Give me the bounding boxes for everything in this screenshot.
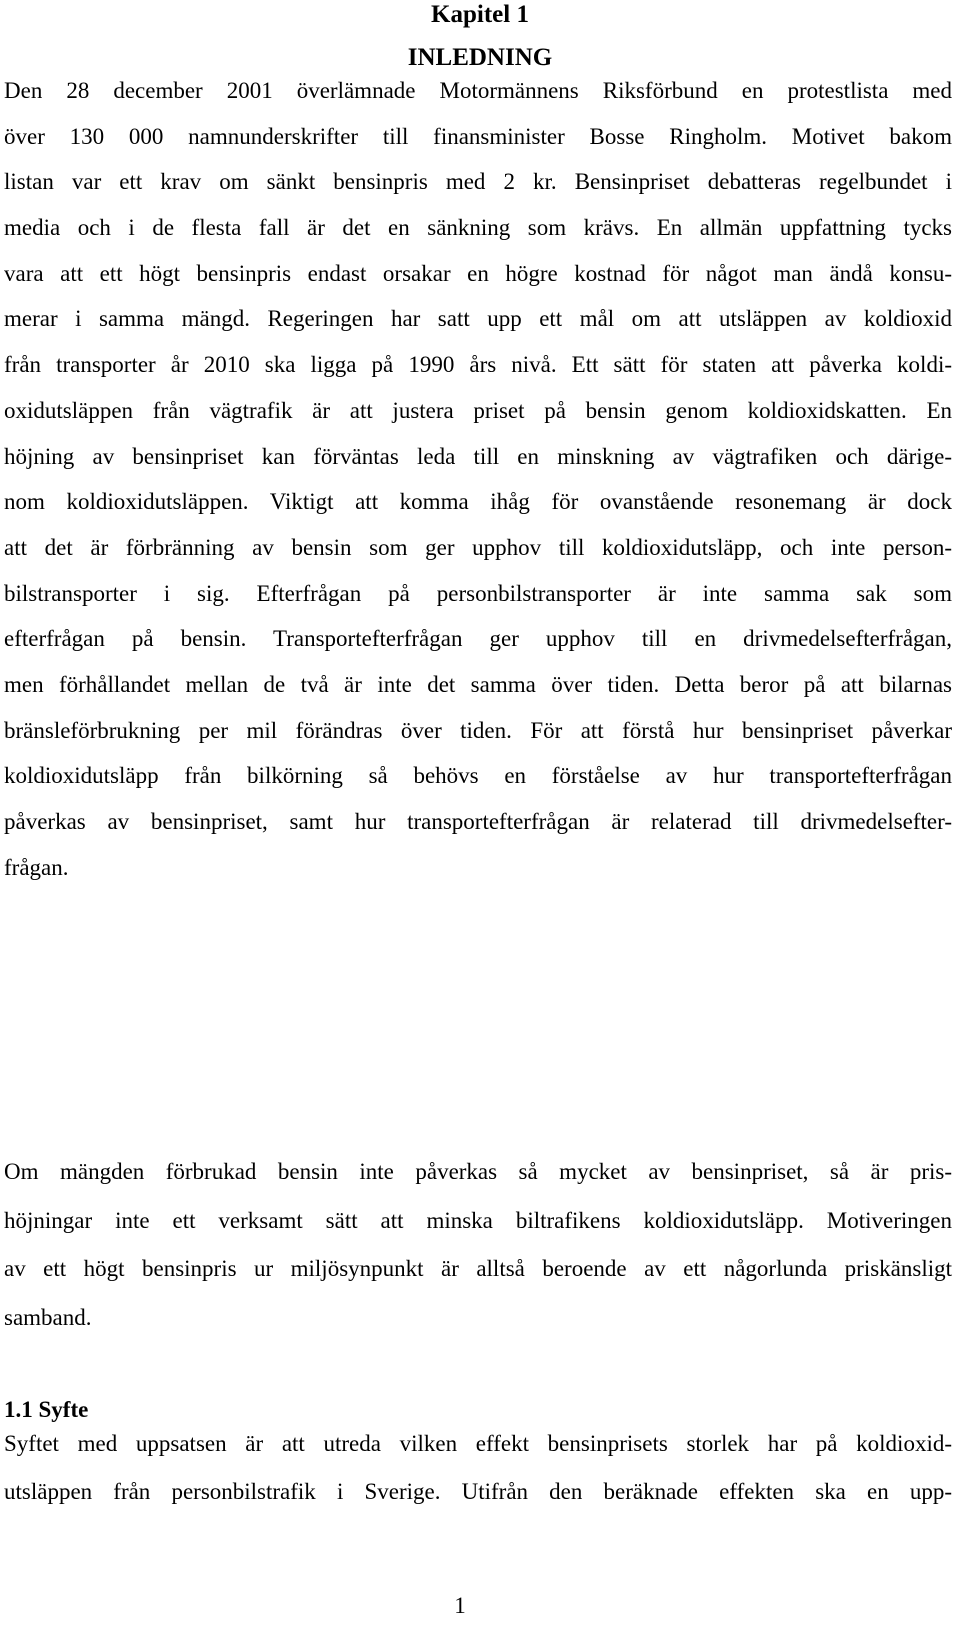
text-line: Syftet med uppsatsen är att utreda vilken effekt bensinprisets storlek har på koldioxid- bbox=[4, 1431, 952, 1456]
text-line: att det är förbränning av bensin som ger upphov till koldioxidutsläpp, och inte person- bbox=[4, 534, 952, 560]
chapter-title: INLEDNING bbox=[407, 44, 553, 71]
text-line: bilstransporter i sig. Efterfrågan på personbilstransporter är inte samma sak som bbox=[4, 580, 952, 606]
text-line: efterfrågan på bensin. Transportefterfrågan ger upphov till en drivmedelsefterfrågan, bbox=[4, 626, 952, 652]
section-heading: 1.1 Syfte bbox=[4, 1397, 89, 1422]
text-line: bränsleförbrukning per mil förändras över tiden. För att förstå hur bensinpriset påverkar bbox=[4, 717, 952, 743]
text-line: vara att ett högt bensinpris endast orsakar en högre kostnad för något man ändå konsu- bbox=[4, 260, 952, 286]
text-line: över 130 000 namnunderskrifter till finansminister Bosse Ringholm. Motivet bakom bbox=[4, 123, 952, 149]
text-line: listan var ett krav om sänkt bensinpris med 2 kr. Bensinpriset debatteras regelbundet i bbox=[4, 169, 952, 195]
text-line: utsläppen från personbilstrafik i Sverige. Utifrån den beräknade effekten ska en upp- bbox=[4, 1479, 952, 1505]
text-line: samband. bbox=[4, 1305, 92, 1331]
text-line: frågan. bbox=[4, 854, 69, 880]
text-line: av ett högt bensinpris ur miljösynpunkt är alltså beroende av ett någorlunda priskänsligt bbox=[4, 1256, 952, 1282]
text-line: Om mängden förbrukad bensin inte påverkas så mycket av bensinpriset, så är pris- bbox=[4, 1159, 952, 1184]
chapter-label: Kapitel 1 bbox=[431, 1, 529, 28]
text-line: men förhållandet mellan de två är inte det samma över tiden. Detta beror på att bilarnas bbox=[4, 671, 952, 697]
text-line: koldioxidutsläpp från bilkörning så behövs en förståelse av hur transportefterfrågan bbox=[4, 763, 952, 789]
text-line: media och i de flesta fall är det en sänkning som krävs. En allmän uppfattning tycks bbox=[4, 215, 952, 241]
text-line: höjningar inte ett verksamt sätt att minska biltrafikens koldioxidutsläpp. Motiveringen bbox=[4, 1207, 952, 1233]
text-line: oxidutsläppen från vägtrafik är att justera priset på bensin genom koldioxidskatten. En bbox=[4, 397, 952, 423]
text-line: merar i samma mängd. Regeringen har satt upp ett mål om att utsläppen av koldioxid bbox=[4, 306, 952, 332]
text-line: från transporter år 2010 ska ligga på 1990 års nivå. Ett sätt för staten att påverka koldi- bbox=[4, 352, 952, 378]
intro-paragraph-1 bbox=[4, 68, 952, 890]
text-line: påverkas av bensinpriset, samt hur transportefterfrågan är relaterad till drivmedelsefter- bbox=[4, 809, 952, 834]
intro-paragraph-2 bbox=[4, 1148, 952, 1343]
page-number: 1 bbox=[454, 1593, 466, 1618]
section-paragraph bbox=[4, 1420, 952, 1517]
text-line: nom koldioxidutsläppen. Viktigt att komma ihåg för ovanstående resonemang är dock bbox=[4, 489, 952, 515]
text-line: Den 28 december 2001 överlämnade Motormännens Riksförbund en protestlista med bbox=[4, 78, 952, 103]
text-line: höjning av bensinpriset kan förväntas leda till en minskning av vägtrafiken och därige- bbox=[4, 443, 952, 469]
